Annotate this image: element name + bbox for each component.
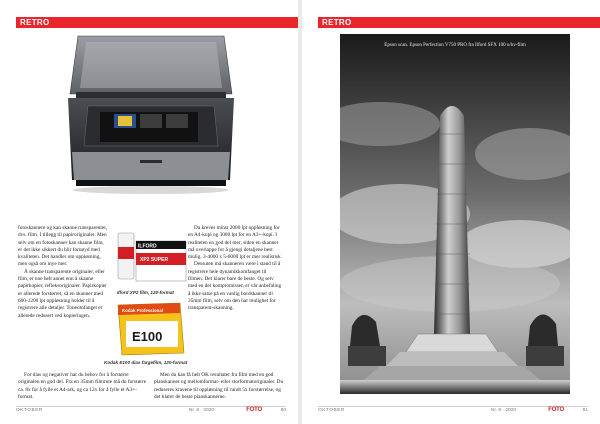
film2-caption: Kodak E100 dias fargefilm, 120-format <box>104 360 188 365</box>
scanner-illustration <box>66 34 236 196</box>
monolith-photo-image <box>340 34 570 394</box>
left-page <box>0 0 298 424</box>
film2-name-text: E100 <box>132 329 163 344</box>
kodak-film-box <box>114 301 188 356</box>
footer-page-number: 81 <box>582 408 588 413</box>
page-footer <box>318 406 588 416</box>
section-label: RETRO <box>322 18 352 27</box>
section-bar <box>318 17 600 28</box>
footer-logo: FOTO <box>246 407 262 413</box>
body-column-right <box>188 225 282 313</box>
section-label: RETRO <box>20 18 50 27</box>
page-footer <box>16 406 286 416</box>
footer-page-number: 80 <box>280 408 286 413</box>
body-paragraph: Dessuten må skanneren være i stand til å registrere hele dynamikkomfanget til filmen. Det klarer bare de beste. Og selv med en del kompromisser, er vår anbefaling å ikke satse på en vanlig bordskanner til 35mm film, selv om den har mulighet for transparent-skanning. <box>188 261 282 312</box>
photo-caption: Epson scan. Epson Perfection V750 PRO fra Ilford SFX 100 o/hv-film <box>384 43 526 48</box>
body-paragraph: fotoskannere og kan skanne transparenter, dvs. film. I tillegg til papiroriginaler. Men selv om en fotoskanner kan skanne film, er det ikke sikkert du blir fornøyd med kvaliteten. Det handler om oppløsning, men også om mye mer. <box>18 225 108 268</box>
footer-month: OKTOBER <box>318 408 345 413</box>
film1-name-text: XP2 SUPER <box>140 257 169 263</box>
film1-caption: Ilford XP2 film, 120-format <box>117 290 174 295</box>
film2-brand-text: Kodak Professional <box>122 308 163 313</box>
footer-logo: FOTO <box>548 407 564 413</box>
body-paragraph: For dias og negativer har du behov for å forstørre originalen en god del. Fra en 35mm filmrute må du forstørre ca. 8x for å fylle et A4-ark, og ca 12x for å fylle et A3+-format. <box>18 372 147 400</box>
footer-issue: Nr. 8 · 2020 <box>490 408 516 413</box>
right-page <box>302 0 600 424</box>
footer-month: OKTOBER <box>16 408 43 413</box>
film1-brand-text: ILFORD <box>138 243 157 250</box>
body-paragraph: Å skanne transparente originaler, eller film, er noe helt annet enn å skanne papirkopier, refleksoriginaler. Papirkopier er allerede forstørret, så en skanner med 600-1200 lpt oppløsning holder til å registrere alle detaljer. Toneomfanget er allerede redusert ved kopieringen. <box>18 268 107 319</box>
body-paragraph: Da kreves minst 2000 lpt oppløsning for en A4-kopi og 3000 lpt for en A3+-kopi. I realiteten en god del mer, siden en skanner må overlappe for å gjengi detaljene best mulig. 3-4000 x 5-6000 lpt er mer realistisk. <box>188 225 283 261</box>
body-paragraph: Men du kan få helt OK resultater fra film med en god planskanner og mellomformat- eller storformatoriginaler. Du reduseres kravene til oppløsning til rundt 5x forstørrelse, og det klarer de beste planskannerne. <box>154 372 284 400</box>
ilford-film-box <box>116 227 188 285</box>
monolith-photo <box>340 34 570 394</box>
body-column-left <box>18 225 108 320</box>
section-bar <box>16 17 298 28</box>
footer-issue: Nr. 8 · 2020 <box>188 408 214 413</box>
